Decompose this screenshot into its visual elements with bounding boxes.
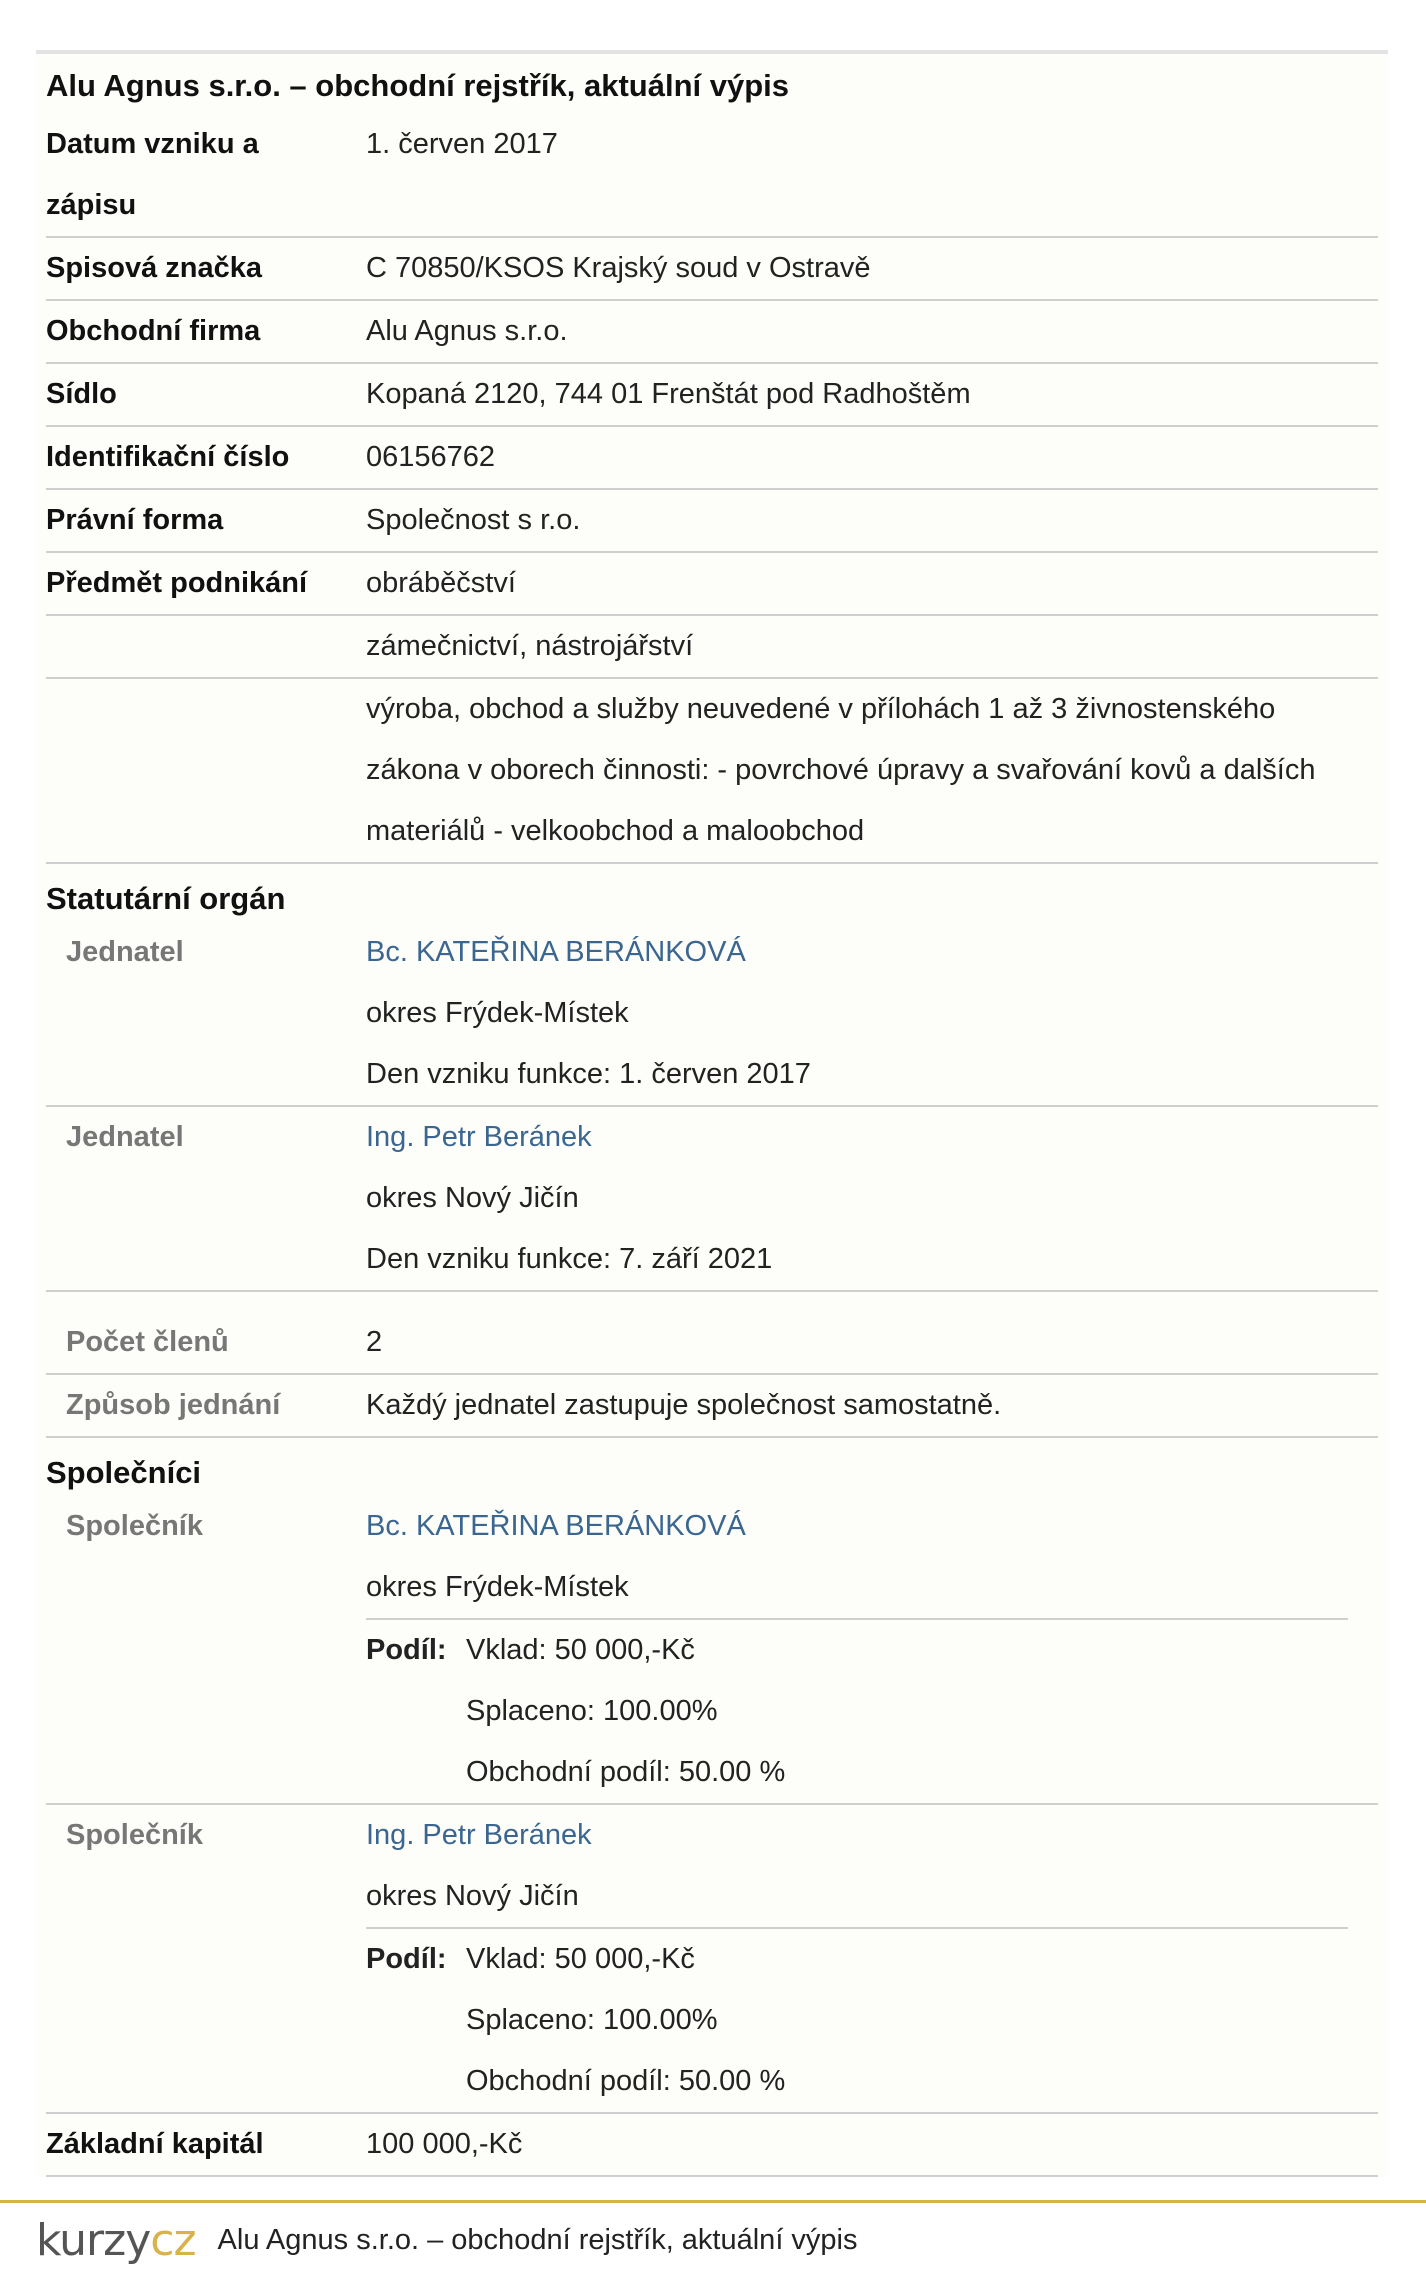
row-label: Identifikační číslo — [46, 441, 290, 473]
row-ico — [46, 427, 1378, 490]
person-okres: okres Frýdek-Místek — [366, 997, 629, 1029]
section-spolecnici: Společníci — [46, 1455, 202, 1490]
row-value: Kopaná 2120, 744 01 Frenštát pod Radhoštěm — [366, 378, 971, 410]
row-sidlo — [46, 364, 1378, 427]
row-spisova — [46, 238, 1378, 301]
row-label: Spisová značka — [46, 252, 262, 284]
person-vznik: Den vzniku funkce: 7. září 2021 — [366, 1243, 773, 1275]
row-kapital — [46, 2114, 1378, 2177]
kurzy-logo[interactable] — [36, 2215, 196, 2266]
row-value: 100 000,-Kč — [366, 2128, 523, 2160]
row-label: Právní forma — [46, 504, 224, 536]
podil-label: Podíl: — [366, 1634, 447, 1666]
jednatel-1 — [46, 922, 1378, 1107]
row-forma — [46, 490, 1378, 553]
row-label: Datum vzniku a — [46, 128, 259, 160]
row-value-line: materiálů - velkoobchod a maloobchod — [366, 815, 865, 847]
logo-main: kurzy — [36, 2214, 151, 2266]
podil-vklad: Vklad: 50 000,-Kč — [466, 1943, 695, 1975]
row-value: zámečnictví, nástrojářství — [366, 630, 694, 662]
person-okres: okres Nový Jičín — [366, 1880, 579, 1912]
person-vznik: Den vzniku funkce: 1. červen 2017 — [366, 1058, 811, 1090]
footer-title: Alu Agnus s.r.o. – obchodní rejstřík, aktuální výpis — [217, 2223, 858, 2256]
jednatel-2 — [46, 1107, 1378, 1292]
podil-obchodni: Obchodní podíl: 50.00 % — [466, 2065, 786, 2097]
register-extract-card — [36, 50, 1388, 2177]
person-okres: okres Nový Jičín — [366, 1182, 579, 1214]
footer-bar — [0, 2200, 1426, 2277]
row-label-cont: zápisu — [46, 189, 137, 221]
section-statutarni: Statutární orgán — [46, 881, 286, 916]
row-datum — [46, 114, 1378, 238]
row-value: 06156762 — [366, 441, 496, 473]
row-label: Základní kapitál — [46, 2128, 264, 2160]
row-label: Způsob jednání — [66, 1389, 281, 1421]
podil-label: Podíl: — [366, 1943, 447, 1975]
podil-splaceno: Splaceno: 100.00% — [466, 1695, 718, 1727]
row-label: Sídlo — [46, 378, 117, 410]
page-title: Alu Agnus s.r.o. – obchodní rejstřík, aktuální výpis — [46, 68, 790, 103]
role-label: Jednatel — [66, 1121, 184, 1153]
role-label: Společník — [66, 1510, 203, 1542]
row-label: Obchodní firma — [46, 315, 261, 347]
podil-splaceno: Splaceno: 100.00% — [466, 2004, 718, 2036]
row-zpusob-jednani — [46, 1375, 1378, 1438]
row-predmet-1 — [46, 553, 1378, 616]
spolecnik-1 — [46, 1496, 1378, 1805]
role-label: Jednatel — [66, 936, 184, 968]
row-value: 1. červen 2017 — [366, 128, 558, 160]
podil-obchodni: Obchodní podíl: 50.00 % — [466, 1756, 786, 1788]
spolecnik-2 — [46, 1805, 1378, 2114]
logo-accent: cz — [150, 2214, 196, 2266]
row-value: Alu Agnus s.r.o. — [366, 315, 568, 347]
row-pocet-clenu — [46, 1292, 1378, 1375]
row-value: 2 — [366, 1326, 383, 1358]
person-okres: okres Frýdek-Místek — [366, 1571, 629, 1603]
row-value: C 70850/KSOS Krajský soud v Ostravě — [366, 252, 871, 284]
row-value: obráběčství — [366, 567, 516, 599]
row-predmet-2 — [46, 616, 1378, 679]
role-label: Společník — [66, 1819, 203, 1851]
podil-block — [366, 1618, 1348, 1803]
row-label: Počet členů — [66, 1326, 229, 1358]
row-value-line: zákona v oborech činnosti: - povrchové úpravy a svařování kovů a dalších — [366, 754, 1316, 786]
row-label: Předmět podnikání — [46, 567, 308, 599]
podil-vklad: Vklad: 50 000,-Kč — [466, 1634, 695, 1666]
person-name-link[interactable]: Ing. Petr Beránek — [366, 1819, 592, 1851]
person-name-link[interactable]: Bc. KATEŘINA BERÁNKOVÁ — [366, 936, 746, 968]
row-predmet-3 — [46, 679, 1378, 864]
row-value: Každý jednatel zastupuje společnost samostatně. — [366, 1389, 1002, 1421]
person-name-link[interactable]: Bc. KATEŘINA BERÁNKOVÁ — [366, 1510, 746, 1542]
podil-block — [366, 1927, 1348, 2112]
row-value-line: výroba, obchod a služby neuvedené v přílohách 1 až 3 živnostenského — [366, 693, 1276, 725]
row-value: Společnost s r.o. — [366, 504, 581, 536]
person-name-link[interactable]: Ing. Petr Beránek — [366, 1121, 592, 1153]
row-firma — [46, 301, 1378, 364]
